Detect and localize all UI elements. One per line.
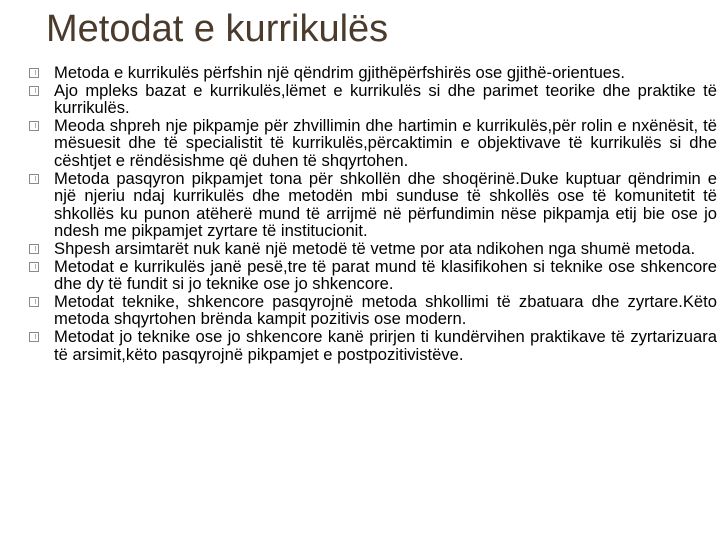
bullet-item [29, 170, 717, 240]
bullet-text: Meoda shpreh nje pikpamje për zhvillimin dhe hartimin e kurrikulës,për rolin e nxënësit, të mësuesit dhe të specialistit të kurrikulës,përcaktimin e objektivave të kurrikulës si dhe cështjet e rëndësishme që duhen të shqyrtohen. [54, 115, 717, 170]
missing-glyph-box-icon [29, 68, 39, 78]
bullet-item [29, 117, 717, 170]
missing-glyph-box-icon [29, 244, 39, 254]
bullet-item [29, 258, 717, 293]
bullet-text: Metoda pasqyron pikpamjet tona për shkollën dhe shoqërinë.Duke kuptuar qëndrimin e një njeriu ndaj kurrikulës dhe metodën mbi sunduse të shkollës ose të komunitetit të shkollës ku punon atëherë mund të arrijmë në përfundimin nëse pikpamja etij bie ose jo ndesh me pikpamjet zyrtare të institucionit. [54, 168, 717, 241]
bullet-text: Metoda e kurrikulës përfshin një qëndrim gjithëpërfshirës ose gjithë-orientues. [54, 63, 625, 82]
bullet-item [29, 293, 717, 328]
missing-glyph-box-icon [29, 174, 39, 184]
bullet-text: Metodat e kurrikulës janë pesë,tre të parat mund të klasifikohen si teknike ose shkencore dhe dy të fundit si jo teknike ose jo shkencore. [54, 256, 717, 294]
bullet-item [29, 64, 717, 82]
bullet-list [29, 64, 717, 363]
missing-glyph-box-icon [29, 86, 39, 96]
bullet-text: Metodat jo teknike ose jo shkencore kanë prirjen ti kundërvihen praktikave të zyrtarizuara të arsimit,këto pasqyrojnë pikpamjet e postpozitivistëve. [54, 326, 717, 364]
bullet-text: Metodat teknike, shkencore pasqyrojnë metoda shkollimi të zbatuara dhe zyrtare.Këto metoda shqyrtohen brënda kampit pozitivis ose modern. [54, 291, 717, 329]
missing-glyph-box-icon [29, 121, 39, 131]
missing-glyph-box-icon [29, 332, 39, 342]
bullet-text: Ajo mpleks bazat e kurrikulës,lëmet e kurrikulës si dhe parimet teorike dhe praktike të kurrikulës. [54, 80, 717, 118]
bullet-item [29, 328, 717, 363]
missing-glyph-box-icon [29, 262, 39, 272]
bullet-item [29, 82, 717, 117]
slide-title: Metodat e kurrikulës [46, 8, 389, 50]
missing-glyph-box-icon [29, 297, 39, 307]
bullet-item [29, 240, 717, 258]
bullet-text: Shpesh arsimtarët nuk kanë një metodë të vetme por ata ndikohen nga shumë metoda. [54, 238, 696, 258]
